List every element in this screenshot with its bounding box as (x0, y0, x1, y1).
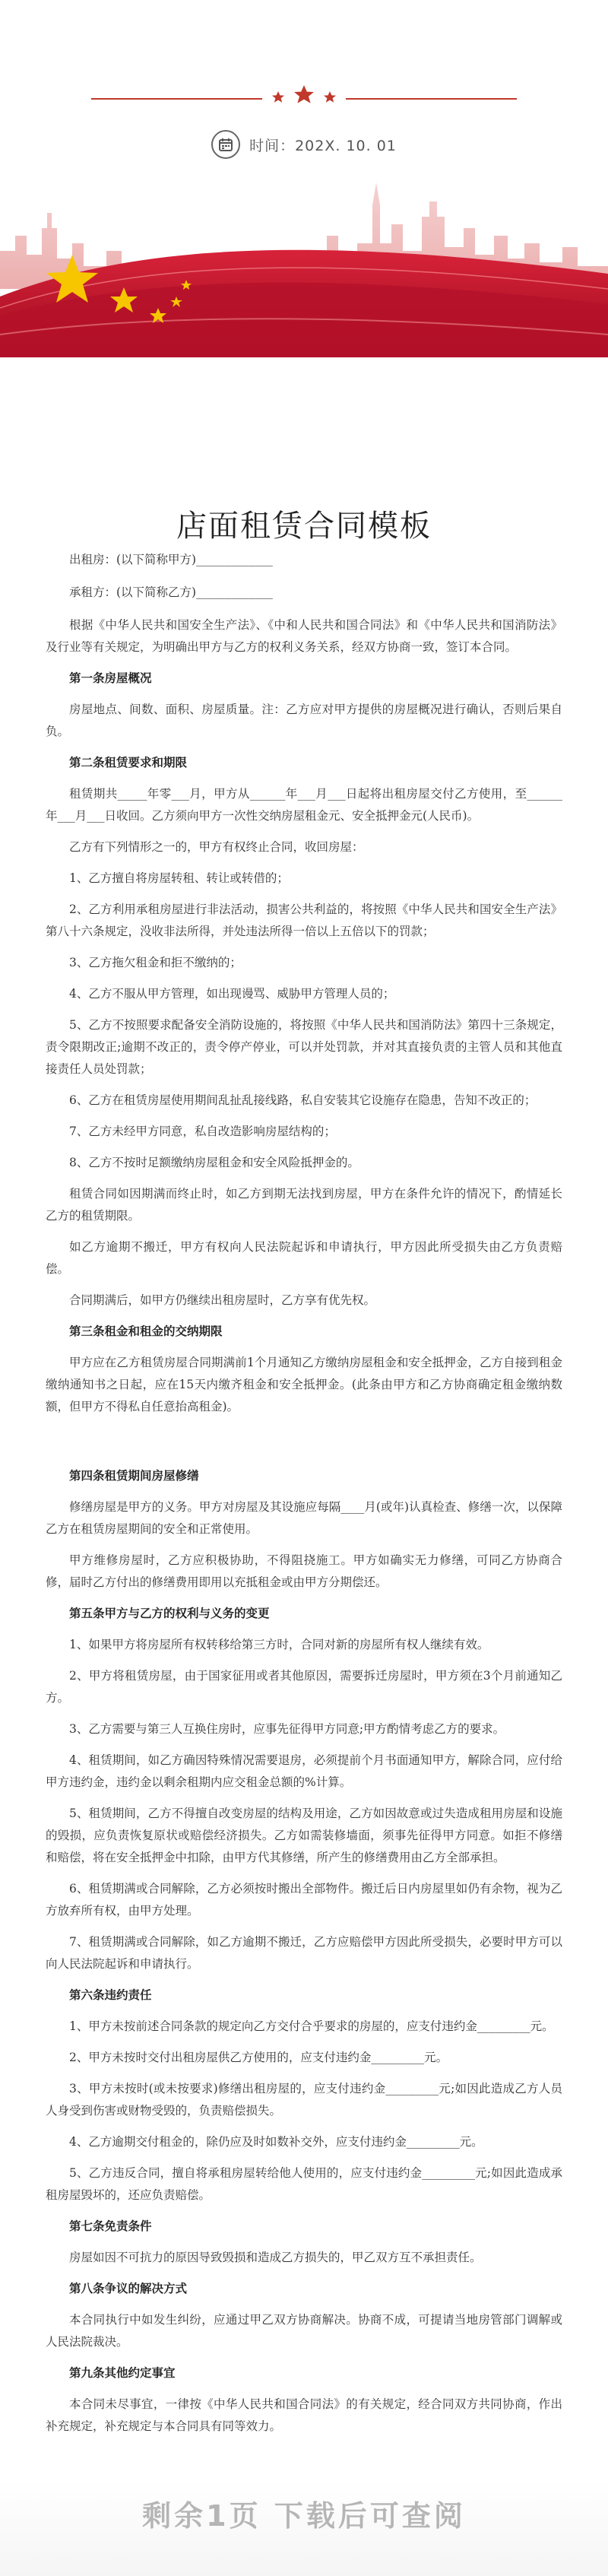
download-prompt[interactable]: 剩余1页 下载后可查阅 (142, 2499, 466, 2533)
section-paragraph: 4、乙方不服从甲方管理，如出现谩骂、威胁甲方管理人员的； (69, 987, 395, 1001)
section-paragraph: 5、乙方不按照要求配备安全消防设施的，将按照《中华人民共和国消防法》第四十三条规定，责令限期改正;逾期不改正的，责令停产停业，可以并处罚款，并对其直接负责的主管人员和其他直接责任人员处罚款； (46, 1018, 562, 1076)
document-title: 店面租赁合同模板 (176, 509, 432, 544)
section-paragraph: 租赁合同如因期满而终止时，如乙方到期无法找到房屋，甲方在条件允许的情况下，酌情延长乙方的租赁期限。 (46, 1187, 562, 1223)
section-heading: 第六条违约责任 (69, 1988, 152, 2002)
section-paragraph: 甲方应在乙方租赁房屋合同期满前1个月通知乙方缴纳房屋租金和安全抵押金，乙方自接到租金缴纳通知书之日起，应在15天内缴齐租金和安全抵押金。(此条由甲方和乙方协商确定租金缴纳数额，但甲方不得私自任意抬高租金)。 (46, 1356, 562, 1413)
section-paragraph: 8、乙方不按时足额缴纳房屋租金和安全风险抵押金的。 (69, 1156, 359, 1169)
sections-container (46, 668, 562, 2438)
header-line-left (91, 98, 262, 100)
section-paragraph: 2、乙方利用承租房屋进行非法活动，损害公共利益的，将按照《中华人民共和国安全生产法》第八十六条规定，没收非法所得，并处违法所得一倍以上五倍以下的罚款； (46, 903, 562, 938)
time-row (0, 129, 608, 160)
party-lessor: 出租房：(以下简称甲方)_____________ (69, 553, 273, 566)
section-heading: 第五条甲方与乙方的权利与义务的变更 (69, 1607, 270, 1620)
section-paragraph: 房屋地点、间数、面积、房屋质量。注：乙方应对甲方提供的房屋概况进行确认，否则后果自负。 (46, 703, 562, 738)
section-paragraph: 甲方维修房屋时，乙方应积极协助，不得阻挠施工。甲方如确实无力修缮，可同乙方协商合修，届时乙方付出的修缮费用即用以充抵租金或由甲方分期偿还。 (46, 1553, 562, 1589)
intro-paragraph: 根据《中华人民共和国安全生产法》、《中和人民共和国合同法》和《中华人民共和国消防法》及行业等有关规定，为明确出甲方与乙方的权利义务关系，经双方协商一致，签订本合同。 (46, 618, 562, 654)
section-heading: 第二条租赁要求和期限 (69, 756, 188, 769)
section-heading: 第九条其他约定事宜 (69, 2366, 176, 2380)
header (0, 0, 608, 357)
time-label: 时间：202X. 10. 01 (249, 137, 397, 154)
section-paragraph: 1、甲方未按前述合同条款的规定向乙方交付合乎要求的房屋的，应支付违约金_________元。 (69, 2019, 554, 2033)
section-heading: 第七条免责条件 (69, 2219, 152, 2233)
section-heading: 第一条房屋概况 (69, 671, 152, 685)
section-paragraph: 乙方有下列情形之一的，甲方有权终止合同，收回房屋： (69, 840, 364, 854)
section-heading: 第八条争议的解决方式 (69, 2282, 188, 2295)
section-paragraph: 修缮房屋是甲方的义务。甲方对房屋及其设施应每隔____月(或年)认真检查、修缮一次，以保障乙方在租赁房屋期间的安全和正常使用。 (46, 1500, 562, 1536)
section-paragraph: 2、甲方未按时交付出租房屋供乙方使用的，应支付违约金_________元。 (69, 2051, 448, 2064)
section-paragraph: 合同期满后，如甲方仍继续出租房屋时，乙方享有优先权。 (69, 1293, 376, 1307)
section-paragraph: 2、甲方将租赁房屋，由于国家征用或者其他原因，需要拆迁房屋时，甲方须在3个月前通知乙方。 (46, 1669, 562, 1705)
section-paragraph: 房屋如因不可抗力的原因导致毁损和造成乙方损失的，甲乙双方互不承担责任。 (69, 2251, 482, 2264)
section-paragraph: 3、乙方需要与第三人互换住房时，应事先征得甲方同意;甲方酌情考虑乙方的要求。 (69, 1722, 505, 1736)
section-paragraph: 1、乙方擅自将房屋转租、转让或转借的； (69, 871, 289, 885)
section-paragraph: 5、租赁期间，乙方不得擅自改变房屋的结构及用途，乙方如因故意或过失造成租用房屋和设施的毁损，应负责恢复原状或赔偿经济损失。乙方如需装修墙面，须事先征得甲方同意。如拒不修缮和赔偿，将在安全抵押金中扣除，由甲方代其修缮，所产生的修缮费用由乙方全部承担。 (46, 1807, 562, 1864)
section-paragraph: 3、甲方未按时(或未按要求)修缮出租房屋的，应支付违约金_________元;如因此造成乙方人员人身受到伤害或财物受毁的，负责赔偿损失。 (46, 2082, 562, 2118)
section-paragraph: 4、乙方逾期交付租金的，除仍应及时如数补交外，应支付违约金_________元。 (69, 2135, 483, 2149)
section-paragraph: 本合同未尽事宜，一律按《中华人民共和国合同法》的有关规定，经合同双方共同协商，作出补充规定，补充规定与本合同具有同等效力。 (46, 2397, 562, 2433)
document-body (46, 549, 562, 2447)
section-paragraph: 1、如果甲方将房屋所有权转移给第三方时，合同对新的房屋所有权人继续有效。 (69, 1638, 489, 1651)
section-paragraph: 3、乙方拖欠租金和拒不缴纳的； (69, 956, 242, 969)
download-footer[interactable] (0, 2479, 608, 2576)
section-paragraph: 7、乙方未经甲方同意，私自改造影响房屋结构的； (69, 1125, 336, 1138)
section-paragraph: 4、租赁期间，如乙方确因特殊情况需要退房，必须提前个月书面通知甲方，解除合同，应付给甲方违约金，违约金以剩余租期内应交租金总额的%计算。 (46, 1753, 562, 1789)
section-paragraph: 如乙方逾期不搬迁，甲方有权向人民法院起诉和申请执行，甲方因此所受损失由乙方负责赔偿。 (46, 1240, 562, 1276)
star-icon (266, 82, 342, 113)
section-heading: 第四条租赁期间房屋修缮 (69, 1469, 199, 1483)
header-line-right (346, 98, 517, 100)
section-paragraph: 本合同执行中如发生纠纷，应通过甲乙双方协商解决。协商不成，可提请当地房管部门调解或人民法院裁决。 (46, 2313, 562, 2349)
city-skyline-banner (0, 182, 608, 357)
section-heading: 第三条租金和租金的交纳期限 (69, 1324, 223, 1338)
calendar-icon (211, 130, 240, 159)
party-lessee: 承租方：(以下简称乙方)_____________ (69, 585, 273, 599)
section-paragraph: 6、租赁期满或合同解除，乙方必须按时搬出全部物件。搬迁后日内房屋里如仍有余物，视为乙方放弃所有权，由甲方处理。 (46, 1882, 562, 1918)
section-spacer (46, 1427, 562, 1458)
section-paragraph: 7、租赁期满或合同解除，如乙方逾期不搬迁，乙方应赔偿甲方因此所受损失，必要时甲方可以向人民法院起诉和申请执行。 (46, 1935, 562, 1971)
section-paragraph: 5、乙方违反合同，擅自将承租房屋转给他人使用的，应支付违约金_________元;如因此造成承租房屋毁坏的，还应负责赔偿。 (46, 2166, 562, 2202)
section-paragraph: 租赁期共_____年零___月，甲方从______年___月___日起将出租房屋交付乙方使用，至______年___月___日收回。乙方须向甲方一次性交纳房屋租金元、安全抵押金元(人民币)。 (46, 787, 562, 823)
section-paragraph: 6、乙方在租赁房屋使用期间乱扯乱接线路，私自安装其它设施存在隐患，告知不改正的； (69, 1093, 537, 1107)
